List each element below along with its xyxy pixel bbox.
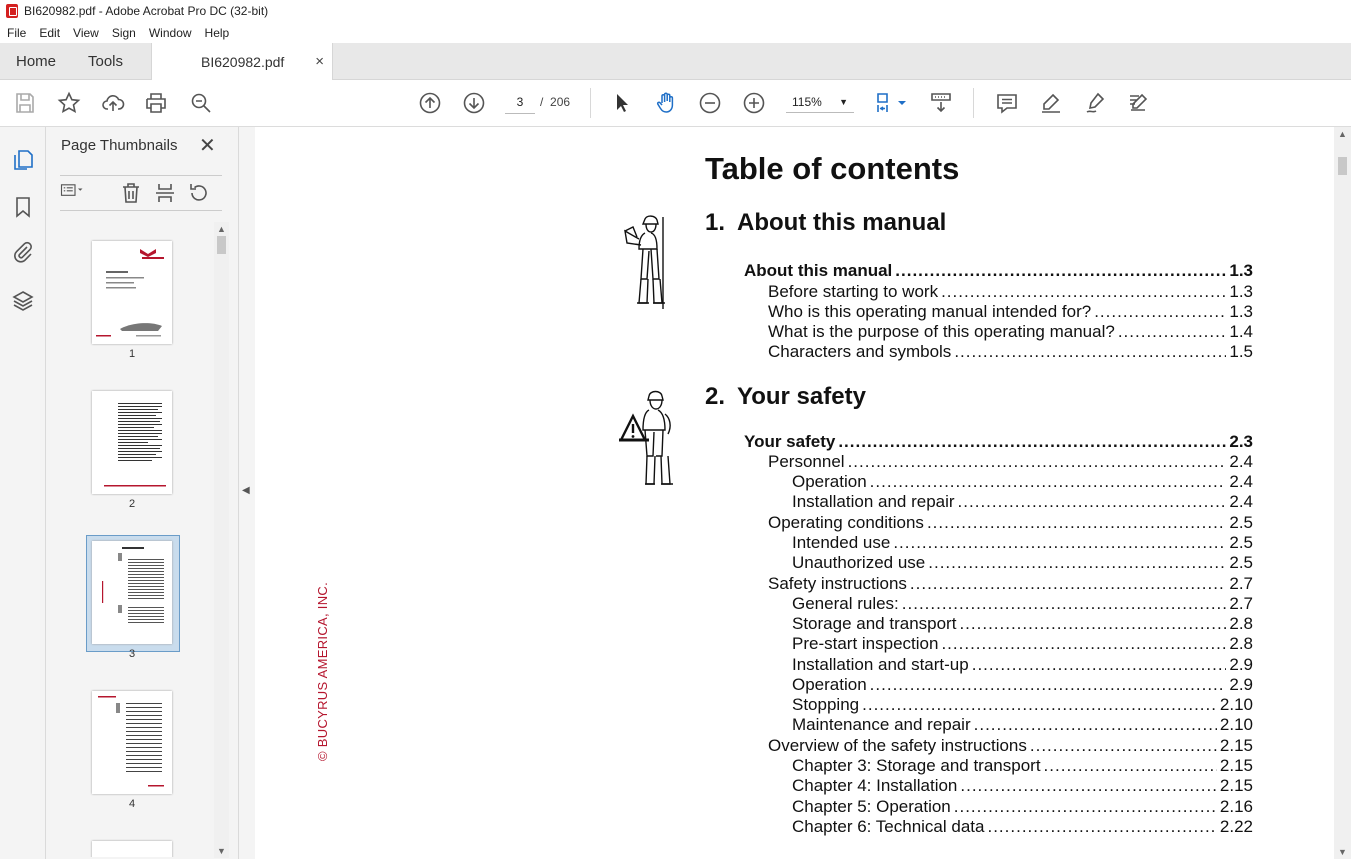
thumbnail-page-number: 2 — [128, 498, 136, 510]
page-count — [540, 91, 570, 113]
toc-entry-link[interactable] — [792, 695, 1253, 715]
toc-entry-page: 1.4 — [1229, 322, 1253, 341]
toc-leader-dots — [1044, 756, 1217, 776]
extract-pages-icon[interactable] — [153, 181, 177, 205]
toc-entry-text: Chapter 4: Installation — [792, 776, 958, 795]
toc-entry-text: Chapter 5: Operation — [792, 797, 951, 816]
toc-entry-page: 2.7 — [1229, 594, 1253, 613]
window-title: BI620982.pdf - Adobe Acrobat Pro DC (32-bit) — [24, 4, 269, 18]
toc-entry-text: General rules: — [792, 594, 899, 613]
toc-leader-dots — [870, 675, 1227, 695]
menu-bar — [0, 22, 1351, 43]
next-page-icon[interactable] — [461, 90, 487, 116]
toc-leader-dots — [848, 452, 1227, 472]
zoom-level-dropdown[interactable] — [786, 91, 854, 113]
toc-entry-page: 2.15 — [1219, 756, 1253, 775]
toc-entry-text: Operating conditions — [768, 513, 924, 532]
panel-title: Page Thumbnails — [61, 137, 178, 154]
close-icon[interactable]: ✕ — [199, 135, 216, 157]
toc-entry-page: 2.8 — [1229, 614, 1253, 633]
toc-entry-text: Your safety — [744, 432, 836, 451]
chapter-number: 2. — [705, 383, 726, 410]
scroll-up-arrow-icon[interactable]: ▲ — [217, 224, 226, 234]
toc-entry-page: 2.5 — [1229, 533, 1253, 552]
scrollbar-thumb[interactable] — [217, 236, 226, 254]
toc-entry-link[interactable] — [792, 715, 1253, 735]
menu-view[interactable]: View — [73, 25, 99, 40]
toc-entry-text: Operation — [792, 472, 867, 491]
toc-entry-text: Unauthorized use — [792, 553, 926, 572]
toc-entry-page: 2.7 — [1229, 574, 1253, 593]
toc-entry-page: 1.5 — [1229, 342, 1253, 361]
toc-leader-dots — [954, 342, 1226, 362]
search-zoom-icon[interactable] — [188, 90, 214, 116]
toc-entry-page: 2.4 — [1229, 452, 1253, 471]
delete-page-icon[interactable] — [119, 181, 143, 205]
toc-leader-dots — [928, 553, 1226, 573]
toc-entry-text: About this manual — [744, 261, 893, 280]
page-thumbnails-icon[interactable] — [11, 148, 35, 172]
toc-entry-page: 1.3 — [1229, 282, 1253, 301]
scroll-down-arrow-icon[interactable]: ▼ — [217, 846, 226, 856]
toc-entry-page: 2.9 — [1229, 675, 1253, 694]
hand-tool-icon[interactable] — [653, 90, 679, 116]
tab-close-icon[interactable]: × — [315, 53, 324, 70]
toc-entry-link[interactable] — [768, 513, 1253, 533]
toc-entry-link[interactable] — [768, 322, 1253, 342]
toc-leader-dots — [958, 492, 1227, 512]
toc-entry-text: Safety instructions — [768, 574, 907, 593]
toc-entry-text: Intended use — [792, 533, 891, 552]
document-scrollbar[interactable] — [1334, 127, 1351, 859]
toc-entry-page: 2.16 — [1219, 797, 1253, 816]
toc-entry-text: Personnel — [768, 452, 845, 471]
scrollbar-thumb[interactable] — [1338, 157, 1347, 175]
toc-entry-text: What is the purpose of this operating manual? — [768, 322, 1115, 341]
toc-entry-page: 2.10 — [1219, 695, 1253, 714]
thumbnail-image — [92, 691, 172, 794]
toc-entry-link[interactable] — [768, 342, 1253, 362]
upload-cloud-icon[interactable] — [100, 90, 126, 116]
toc-entry-page: 2.5 — [1229, 513, 1253, 532]
toolbar-divider — [590, 88, 591, 118]
copyright-notice: © BUCYRUS AMERICA, INC. — [315, 581, 330, 761]
thumbnail-scrollbar[interactable] — [214, 222, 229, 858]
zoom-out-icon[interactable] — [697, 90, 723, 116]
tab-document[interactable] — [151, 43, 333, 80]
rotate-page-icon[interactable] — [187, 181, 211, 205]
sign-pen-icon[interactable] — [1082, 90, 1108, 116]
toc-leader-dots — [1094, 302, 1226, 322]
toc-entry-link[interactable] — [792, 492, 1253, 512]
toc-entry-link[interactable] — [768, 574, 1253, 594]
menu-file[interactable]: File — [7, 25, 27, 40]
zoom-in-icon[interactable] — [741, 90, 767, 116]
tab-home[interactable]: Home — [16, 52, 57, 70]
thumbnail-page-number: 3 — [128, 648, 136, 660]
toc-leader-dots — [972, 655, 1227, 675]
toc-entry-text: Pre-start inspection — [792, 634, 939, 653]
toc-entry-text: Before starting to work — [768, 282, 939, 301]
page-number-input[interactable]: 3 — [505, 91, 535, 114]
toc-entry-text: Stopping — [792, 695, 860, 714]
chapter-title: About this manual — [737, 209, 947, 236]
toc-entry-text: Chapter 3: Storage and transport — [792, 756, 1041, 775]
toc-leader-dots — [902, 594, 1227, 614]
toc-leader-dots — [960, 776, 1217, 796]
select-cursor-icon[interactable] — [609, 90, 635, 116]
chapter-number: 1. — [705, 209, 726, 236]
attachments-icon[interactable] — [11, 240, 35, 264]
toc-leader-dots — [870, 472, 1227, 492]
save-icon[interactable] — [12, 90, 38, 116]
toc-entry-page: 2.3 — [1229, 432, 1253, 451]
document-view[interactable] — [255, 127, 1334, 859]
bookmark-star-icon[interactable] — [56, 90, 82, 116]
chapter-heading-2 — [705, 383, 866, 411]
thumbnail-page-number: 1 — [128, 348, 136, 360]
previous-page-icon[interactable] — [417, 90, 443, 116]
toc-entry-page: 2.15 — [1219, 736, 1253, 755]
menu-window[interactable]: Window — [148, 25, 192, 40]
toc-entry-page: 2.22 — [1219, 817, 1253, 836]
toc-leader-dots — [893, 533, 1226, 553]
toc-entry-link[interactable] — [768, 452, 1253, 472]
toc-entry-page: 2.10 — [1219, 715, 1253, 734]
toc-leader-dots — [1118, 322, 1227, 342]
acrobat-pdf-icon — [6, 4, 18, 18]
thumbnail-toolbar — [60, 175, 222, 211]
toc-entry-text: Maintenance and repair — [792, 715, 971, 734]
thumbnail-image — [92, 391, 172, 494]
reading-worker-illustration — [617, 213, 671, 313]
toc-entry-link[interactable] — [792, 553, 1253, 573]
toc-entry-link[interactable] — [768, 736, 1253, 756]
safety-worker-warning-illustration — [619, 386, 677, 488]
toc-entry-text: Overview of the safety instructions — [768, 736, 1027, 755]
toc-leader-dots — [941, 634, 1226, 654]
toc-entry-page: 2.8 — [1229, 634, 1253, 653]
toc-leader-dots — [838, 432, 1226, 452]
print-icon[interactable] — [143, 90, 169, 116]
toc-entry-link[interactable] — [792, 675, 1253, 695]
thumbnail-image — [92, 241, 172, 344]
thumbnail-page-5-partial[interactable] — [92, 841, 172, 857]
page-separator: / — [540, 95, 544, 109]
toc-entry-text: Operation — [792, 675, 867, 694]
toc-leader-dots — [987, 817, 1216, 837]
toc-entry-link[interactable] — [792, 797, 1253, 817]
toc-entry-text: Installation and start-up — [792, 655, 969, 674]
thumbnail-image — [92, 541, 172, 644]
chevron-left-icon: ◀ — [242, 485, 250, 496]
layers-icon[interactable] — [11, 289, 35, 313]
thumbnail-page-number: 4 — [128, 798, 136, 810]
toc-leader-dots — [862, 695, 1217, 715]
toc-entry-link[interactable] — [792, 634, 1253, 654]
page-thumbnails-panel — [46, 127, 238, 859]
tab-document-label: BI620982.pdf — [201, 53, 285, 70]
toc-leader-dots — [895, 261, 1226, 281]
chapter-title: Your safety — [737, 383, 866, 410]
toc-leader-dots — [941, 282, 1226, 302]
comment-icon[interactable] — [994, 90, 1020, 116]
menu-edit[interactable]: Edit — [39, 25, 61, 40]
total-pages: 206 — [550, 95, 571, 109]
toc-entry-page: 1.3 — [1229, 261, 1253, 280]
toolbar-divider — [973, 88, 974, 118]
chevron-down-icon: ▼ — [839, 97, 848, 107]
scroll-down-arrow-icon[interactable]: ▼ — [1338, 847, 1347, 857]
toc-leader-dots — [1030, 736, 1217, 756]
zoom-level-value: 115% — [792, 95, 822, 109]
toc-entry-link[interactable] — [744, 432, 1253, 452]
toc-leader-dots — [927, 513, 1226, 533]
toc-entry-link[interactable] — [792, 472, 1253, 492]
toc-entry-text: Installation and repair — [792, 492, 955, 511]
tab-tools[interactable]: Tools — [88, 52, 124, 70]
toc-leader-dots — [959, 614, 1226, 634]
toc-entry-page: 1.3 — [1229, 302, 1253, 321]
toc-entry-link[interactable] — [744, 261, 1253, 281]
toc-entry-text: Characters and symbols — [768, 342, 952, 361]
toc-entry-link[interactable] — [792, 655, 1253, 675]
toc-entry-link[interactable] — [792, 776, 1253, 796]
chapter-heading-1 — [705, 209, 946, 237]
menu-sign[interactable]: Sign — [111, 25, 136, 40]
toc-entry-link[interactable] — [792, 594, 1253, 614]
toc-entry-link[interactable] — [792, 533, 1253, 553]
bookmarks-icon[interactable] — [11, 195, 35, 219]
thumbnail-options-icon[interactable] — [60, 181, 84, 205]
toc-leader-dots — [954, 797, 1217, 817]
menu-help[interactable]: Help — [204, 25, 230, 40]
edit-form-icon[interactable] — [1125, 90, 1151, 116]
toc-entry-link[interactable] — [768, 282, 1253, 302]
fit-page-icon[interactable] — [872, 90, 898, 116]
toc-entry-text: Chapter 6: Technical data — [792, 817, 985, 836]
toc-entry-link[interactable] — [768, 302, 1253, 322]
left-navigation-rail — [0, 127, 46, 859]
toc-leader-dots — [910, 574, 1226, 594]
tab-bar — [0, 43, 1351, 80]
toc-leader-dots — [974, 715, 1217, 735]
panel-collapse-handle[interactable] — [238, 127, 256, 859]
toc-entry-page: 2.5 — [1229, 553, 1253, 572]
fit-dropdown-chevron-icon[interactable] — [896, 90, 908, 116]
scroll-up-arrow-icon[interactable]: ▲ — [1338, 129, 1347, 139]
toc-entry-page: 2.4 — [1229, 492, 1253, 511]
scrolling-mode-icon[interactable] — [928, 90, 954, 116]
toc-entry-page: 2.9 — [1229, 655, 1253, 674]
toc-entry-link[interactable] — [792, 614, 1253, 634]
toc-entry-link[interactable] — [792, 817, 1253, 837]
thumbnail-list — [60, 222, 220, 857]
highlight-pen-icon[interactable] — [1038, 90, 1064, 116]
toolbar — [0, 80, 1351, 127]
page-title: Table of contents — [705, 151, 960, 186]
toc-entry-link[interactable] — [792, 756, 1253, 776]
toc-entry-page: 2.15 — [1219, 776, 1253, 795]
title-bar — [0, 0, 1351, 22]
toc-entry-page: 2.4 — [1229, 472, 1253, 491]
toc-entry-text: Who is this operating manual intended for? — [768, 302, 1092, 321]
toc-entry-text: Storage and transport — [792, 614, 957, 633]
